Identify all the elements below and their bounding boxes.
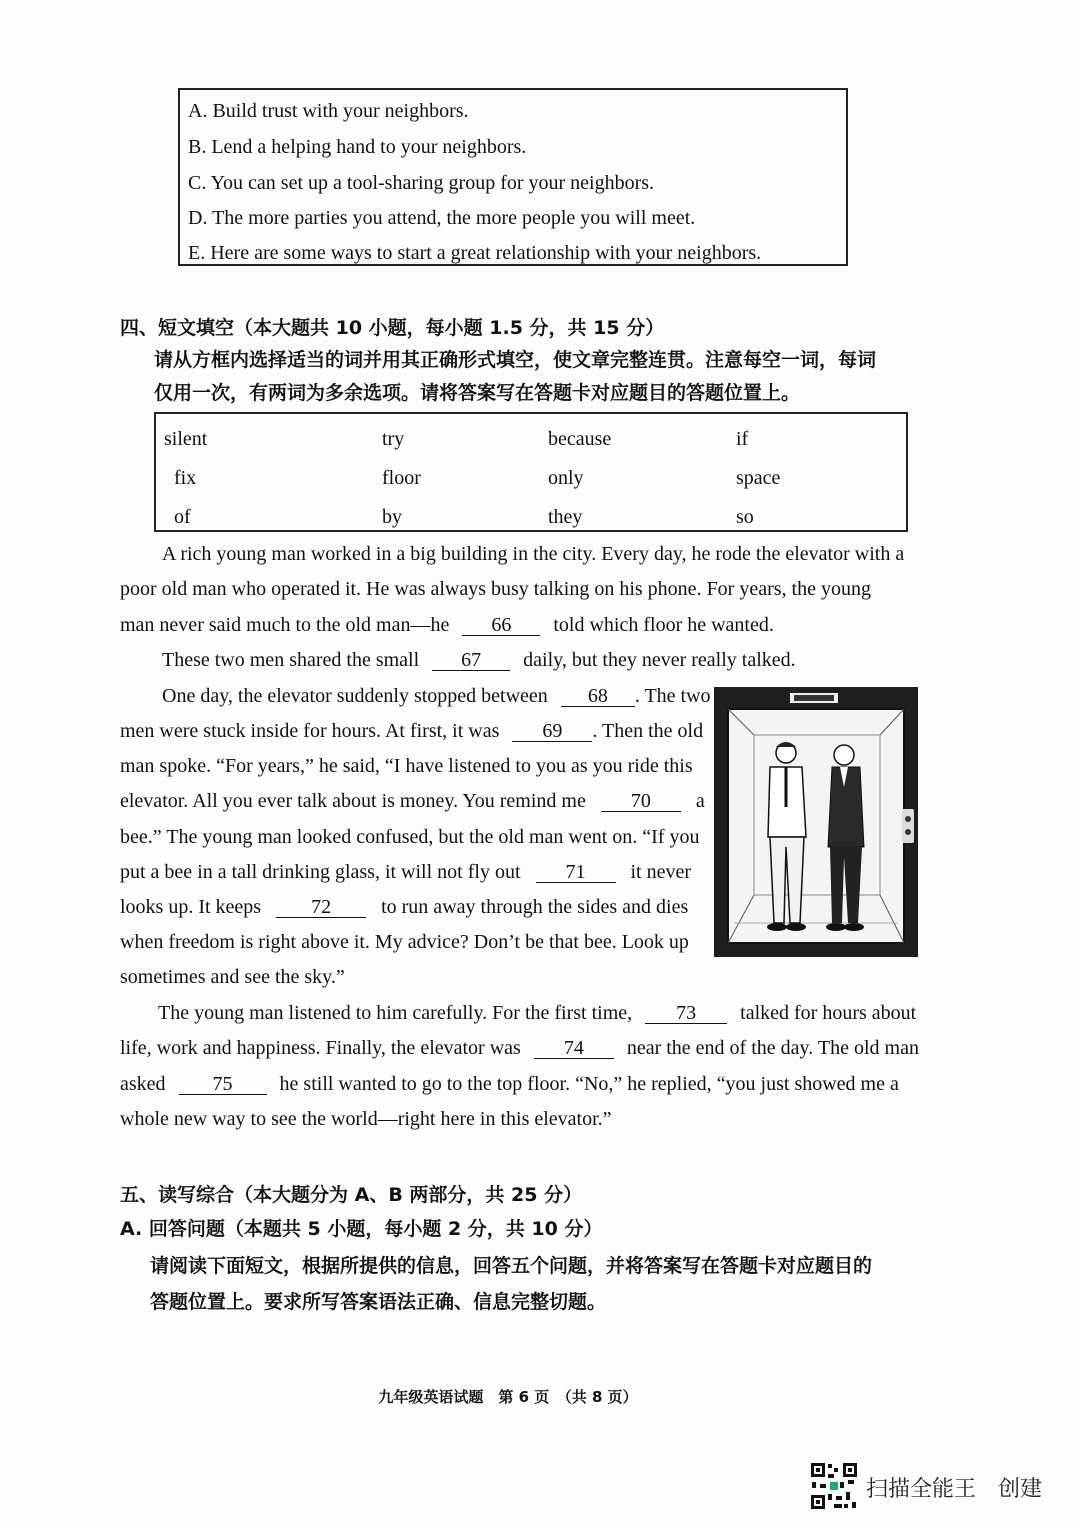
passage-text: to run away through the sides and dies <box>381 896 689 918</box>
passage-text: asked <box>120 1073 166 1095</box>
blank-66[interactable]: 66 <box>462 615 540 636</box>
blank-70[interactable]: 70 <box>601 791 681 812</box>
passage-text: elevator. All you ever talk about is money. You remind me <box>120 790 586 812</box>
elevator-drawing <box>714 687 918 957</box>
passage-line: sometimes and see the sky.” <box>120 966 345 988</box>
word-floor: floor <box>382 467 421 489</box>
passage-text: it never <box>630 861 692 883</box>
passage-line: bee.” The young man looked confused, but the old man went on. “If you <box>120 826 700 848</box>
passage-text: near the end of the day. The old man <box>626 1037 919 1059</box>
word-because: because <box>548 428 612 450</box>
passage-line <box>120 720 703 743</box>
word-of: of <box>174 506 191 528</box>
passage-text: talked for hours about <box>740 1002 917 1024</box>
passage-line <box>120 790 705 813</box>
passage-line <box>120 861 691 884</box>
passage-line: poor old man who operated it. He was always busy talking on his phone. For years, the young <box>120 578 871 600</box>
option-a: A. Build trust with your neighbors. <box>188 100 469 122</box>
section5-part-a: A. 回答问题（本题共 5 小题，每小题 2 分，共 10 分） <box>120 1218 603 1240</box>
word-only: only <box>548 467 584 489</box>
word-bank <box>154 412 908 532</box>
elevator-illustration <box>714 687 918 957</box>
passage-line: man spoke. “For years,” he said, “I have listened to you as you ride this <box>120 755 693 777</box>
section4-title: 四、短文填空（本大题共 10 小题，每小题 1.5 分，共 15 分） <box>120 317 665 339</box>
passage-text: looks up. It keeps <box>120 896 262 918</box>
blank-71[interactable]: 71 <box>536 862 616 883</box>
passage-text: The young man listened to him carefully. For the first time, <box>158 1002 633 1024</box>
blank-73[interactable]: 73 <box>645 1003 727 1024</box>
word-so: so <box>736 506 754 528</box>
word-silent: silent <box>164 428 208 450</box>
passage-line <box>120 896 688 919</box>
blank-75[interactable]: 75 <box>179 1074 267 1095</box>
word-by: by <box>382 506 402 528</box>
option-e: E. Here are some ways to start a great relationship with your neighbors. <box>188 242 762 264</box>
passage-line <box>162 685 711 708</box>
passage-text: . Then the old <box>592 720 704 742</box>
passage-line <box>162 649 796 672</box>
section4-instruction-2: 仅用一次，有两词为多余选项。请将答案写在答题卡对应题目的答题位置上。 <box>154 382 801 404</box>
passage-line <box>120 1073 899 1096</box>
word-try: try <box>382 428 405 450</box>
passage-text: life, work and happiness. Finally, the elevator was <box>120 1037 521 1059</box>
word-if: if <box>736 428 749 450</box>
passage-text: men were stuck inside for hours. At first, it was <box>120 720 500 742</box>
option-d: D. The more parties you attend, the more people you will meet. <box>188 207 696 229</box>
word-fix: fix <box>174 467 197 489</box>
blank-67[interactable]: 67 <box>432 650 510 671</box>
passage-text: man never said much to the old man—he <box>120 614 450 636</box>
passage-text: put a bee in a tall drinking glass, it will not fly out <box>120 861 521 883</box>
passage-line <box>158 1002 916 1025</box>
passage-line <box>120 614 774 637</box>
passage-line: when freedom is right above it. My advice? Don’t be that bee. Look up <box>120 931 689 953</box>
passage-text: . The two <box>634 685 711 707</box>
passage-line: A rich young man worked in a big building in the city. Every day, he rode the elevator with a <box>162 543 905 565</box>
section4-instruction-1: 请从方框内选择适当的词并用其正确形式填空，使文章完整连贯。注意每空一词，每词 <box>154 349 877 371</box>
blank-69[interactable]: 69 <box>512 721 592 742</box>
blank-68[interactable]: 68 <box>561 686 635 707</box>
section5-title: 五、读写综合（本大题分为 A、B 两部分，共 25 分） <box>120 1184 583 1206</box>
option-c: C. You can set up a tool-sharing group for your neighbors. <box>188 172 655 194</box>
blank-74[interactable]: 74 <box>534 1038 614 1059</box>
passage-text: These two men shared the small <box>162 649 420 671</box>
word-they: they <box>548 506 583 528</box>
blank-72[interactable]: 72 <box>276 897 366 918</box>
passage-text: he still wanted to go to the top floor. “No,” he replied, “you just showed me a <box>279 1073 899 1095</box>
passage-text: told which floor he wanted. <box>553 614 774 636</box>
scanner-watermark: 扫描全能王 创建 <box>866 1477 1043 1502</box>
qr-code-icon <box>810 1462 858 1510</box>
passage-text: a <box>695 790 705 812</box>
section5-instruction-2: 答题位置上。要求所写答案语法正确、信息完整切题。 <box>150 1291 607 1313</box>
passage-text: daily, but they never really talked. <box>523 649 796 671</box>
passage-line: whole new way to see the world—right here in this elevator.” <box>120 1108 612 1130</box>
page-footer: 九年级英语试题 第 6 页 （共 8 页） <box>378 1388 638 1406</box>
option-b: B. Lend a helping hand to your neighbors. <box>188 136 527 158</box>
word-space: space <box>736 467 781 489</box>
passage-text: One day, the elevator suddenly stopped between <box>162 685 548 707</box>
passage-line <box>120 1037 919 1060</box>
options-box <box>178 88 848 266</box>
section5-instruction-1: 请阅读下面短文，根据所提供的信息，回答五个问题，并将答案写在答题卡对应题目的 <box>150 1255 873 1277</box>
